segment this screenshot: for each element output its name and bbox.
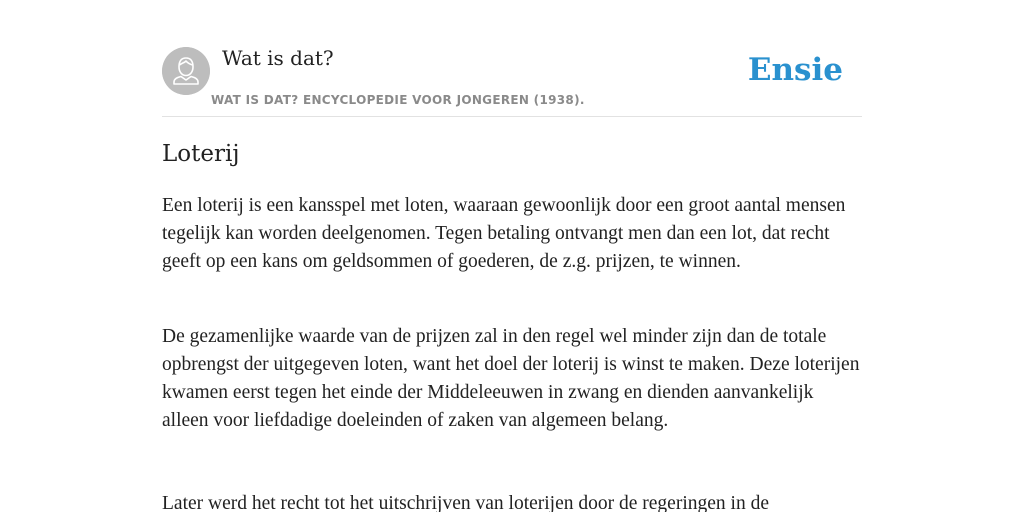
article-title: Loterij [162,141,240,167]
article-paragraph: Een loterij is een kansspel met loten, waaraan gewoonlijk door een groot aantal mensen tegelijk kan worden deelgenomen. Tegen betaling ontvangt men dan een lot, dat recht geeft op een kans om geldsommen of goederen, de z.g. prijzen, te winnen. [162,195,846,272]
ensie-logo[interactable]: Ensie [747,52,843,88]
source-subtitle[interactable]: WAT IS DAT? ENCYCLOPEDIE VOOR JONGEREN (1938). [211,93,585,107]
source-title[interactable]: Wat is dat? [222,46,334,70]
article-paragraph: De gezamenlijke waarde van de prijzen zal in den regel wel minder zijn dan de totale opbrengst der uitgegeven loten, want het doel der loterij is winst te maken. Deze loterijen kwamen eerst tegen het einde der Middeleeuwen in zwang en dienden aanvankelijk alleen voor liefdadige doeleinden of zaken van algemeen belang. [162,326,860,431]
page-container [162,0,862,512]
source-header [162,0,862,117]
user-avatar-icon[interactable] [162,47,210,95]
article-paragraph: Later werd het recht tot het uitschrijven van loterijen door de regeringen in de [162,493,769,512]
